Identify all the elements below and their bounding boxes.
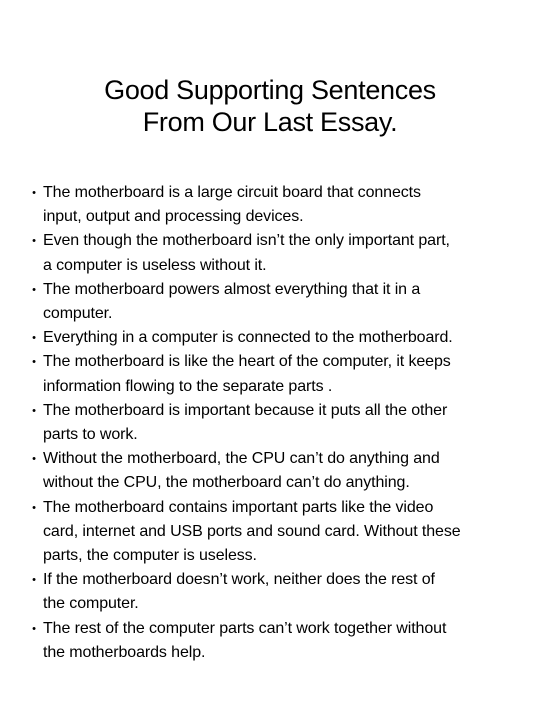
bullet-text-line: Everything in a computer is connected to the motherboard. [43,329,453,347]
bullet-item [0,350,540,398]
bullet-text-line: card, internet and USB ports and sound card. Without these [43,522,461,540]
bullet-item [0,181,540,229]
bullet-point-icon [30,326,38,350]
bullet-text-line: The motherboard is important because it puts all the other [43,401,448,419]
bullet-text-line: The motherboard contains important parts like the video [43,498,434,516]
bullet-point-icon [30,278,38,302]
bullet-point-icon [30,350,38,374]
bullet-text-line: without the CPU, the motherboard can’t do anything. [43,474,410,492]
bullet-item [0,496,540,569]
bullet-list [0,181,540,665]
bullet-item [0,568,540,616]
bullet-text-line: the motherboards help. [43,643,206,661]
bullet-item [0,447,540,495]
bullet-point-icon [30,229,38,253]
slide-title-line-1: Good Supporting Sentences [104,75,436,105]
bullet-text-line: If the motherboard doesn’t work, neither does the rest of [43,571,435,589]
bullet-text-line: parts, the computer is useless. [43,547,257,565]
bullet-item [0,229,540,277]
bullet-point-icon [30,568,38,592]
bullet-text-line: input, output and processing devices. [43,208,304,226]
bullet-point-icon [30,496,38,520]
bullet-text-line: the computer. [43,595,139,613]
bullet-text-line: information flowing to the separate parts . [43,377,333,395]
bullet-text-line: a computer is useless without it. [43,256,267,274]
bullet-text-line: The motherboard powers almost everything that it in a [43,280,421,298]
bullet-item [0,278,540,326]
slide-title-line-2: From Our Last Essay. [142,107,398,137]
slide-title [0,74,540,138]
bullet-text-line: Even though the motherboard isn’t the only important part, [43,232,450,250]
bullet-text-line: The rest of the computer parts can’t work together without [43,619,447,637]
bullet-point-icon [30,447,38,471]
bullet-item [0,399,540,447]
bullet-text-line: parts to work. [43,426,138,444]
bullet-text-line: computer. [43,305,113,323]
bullet-point-icon [30,399,38,423]
bullet-text-line: Without the motherboard, the CPU can’t do anything and [43,450,440,468]
bullet-text-line: The motherboard is like the heart of the computer, it keeps [43,353,451,371]
bullet-point-icon [30,181,38,205]
bullet-point-icon [30,617,38,641]
bullet-item [0,326,540,350]
bullet-text-line: The motherboard is a large circuit board that connects [43,184,421,201]
bullet-item [0,617,540,665]
